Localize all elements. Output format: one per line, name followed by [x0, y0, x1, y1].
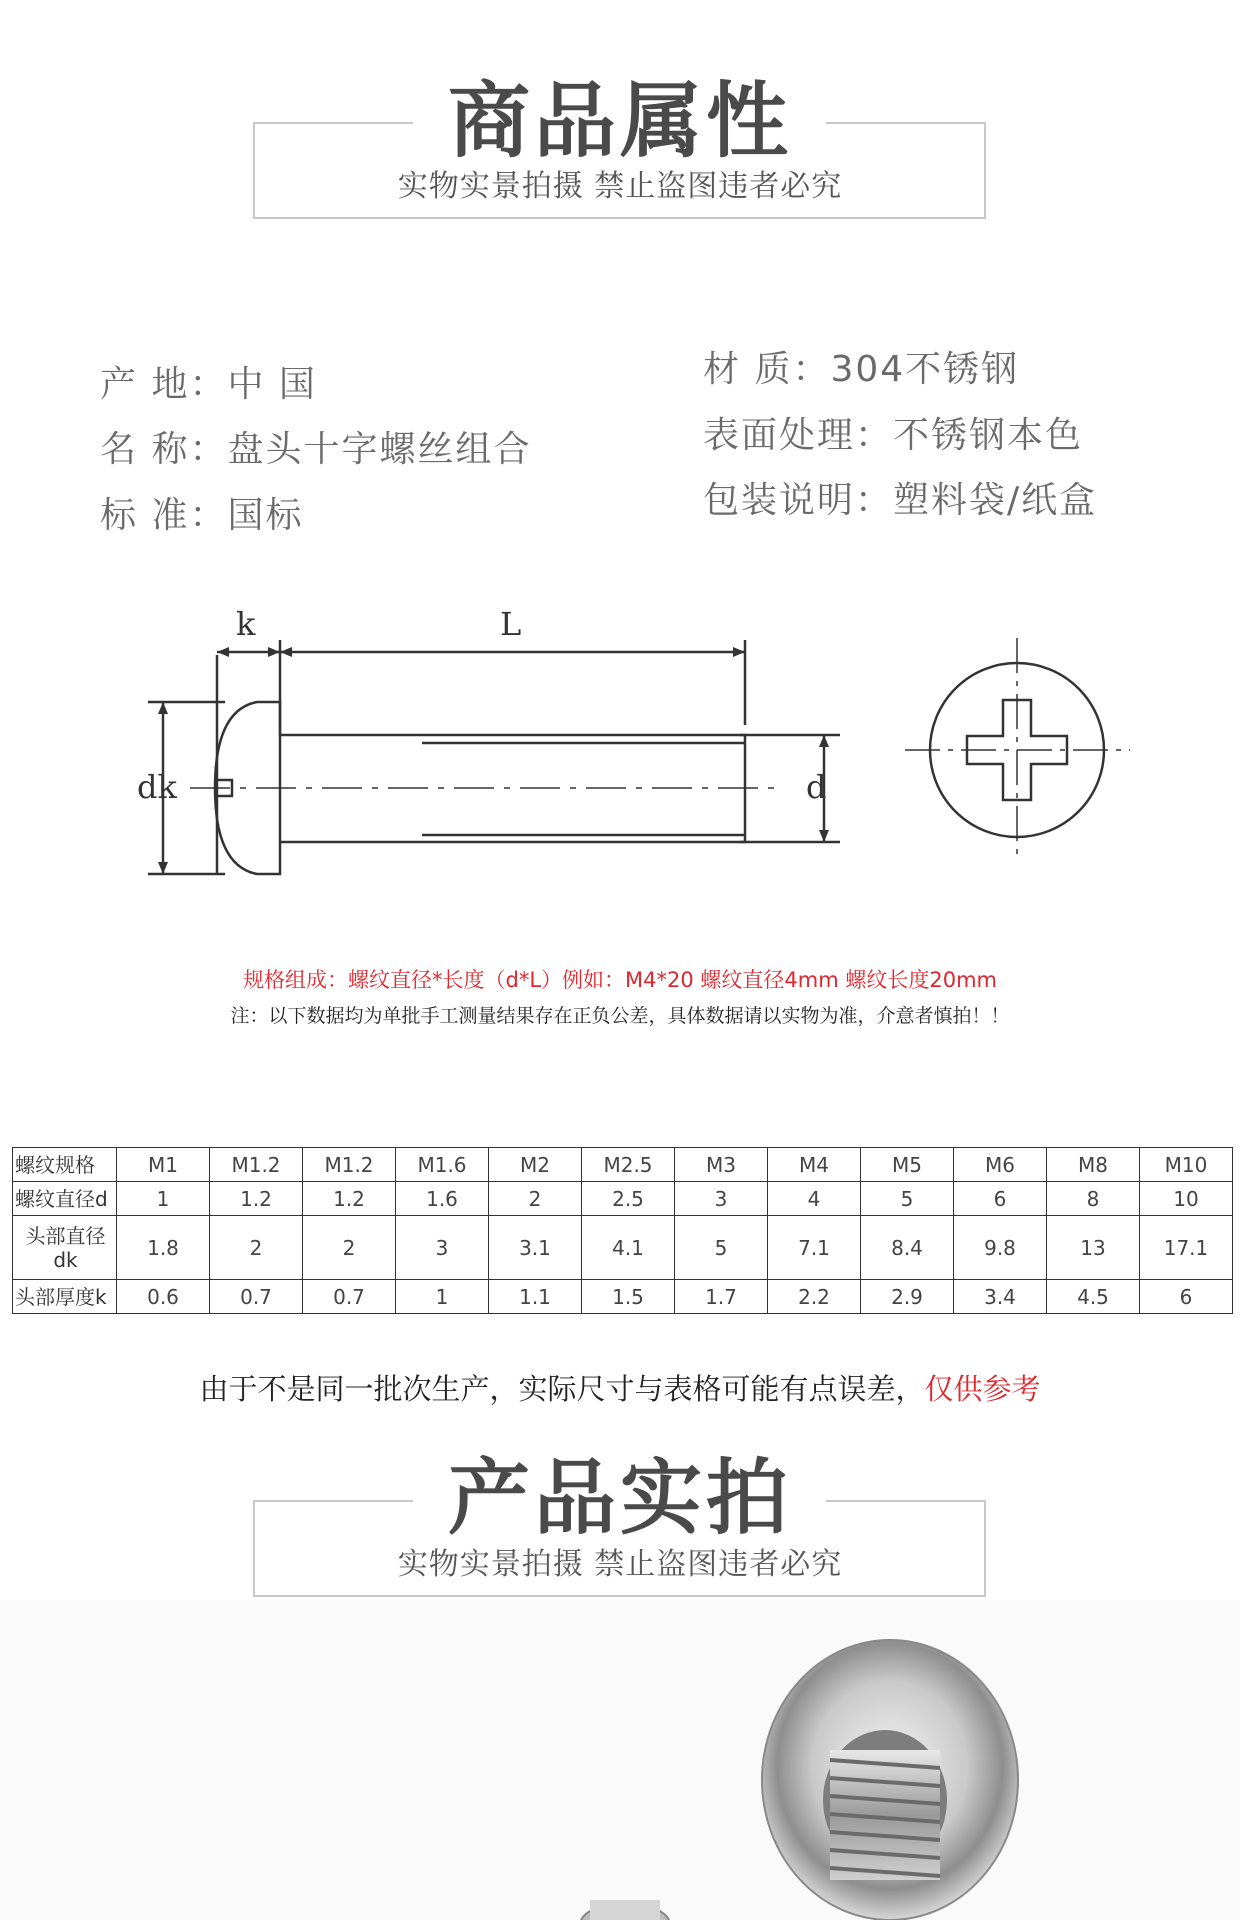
- table-cell: 5: [861, 1182, 954, 1216]
- attr-name: [100, 429, 532, 470]
- attr-value: 盘头十字螺丝组合: [227, 429, 532, 470]
- table-cell: M1.2: [303, 1148, 396, 1182]
- table-cell: M6: [954, 1148, 1047, 1182]
- table-cell: 5: [675, 1216, 768, 1280]
- section2-title: 产品实拍: [447, 1450, 792, 1546]
- attr-value: 304不锈钢: [830, 349, 1020, 390]
- attr-label: 包装说明：: [703, 480, 894, 521]
- table-cell: 4.1: [582, 1216, 675, 1280]
- table-cell: 2: [489, 1182, 582, 1216]
- table-cell: 17.1: [1140, 1216, 1233, 1280]
- table-cell: M8: [1047, 1148, 1140, 1182]
- row-header: 螺纹规格: [13, 1148, 117, 1182]
- table-cell: 2.5: [582, 1182, 675, 1216]
- table-cell: 1.1: [489, 1280, 582, 1314]
- attr-label: 标 准：: [100, 495, 228, 536]
- table-cell: 1.6: [396, 1182, 489, 1216]
- table-cell: 2.9: [861, 1280, 954, 1314]
- diagram-label-dk: dk: [137, 768, 177, 806]
- table-cell: 3.1: [489, 1216, 582, 1280]
- screw-dimension-diagram: [0, 600, 1240, 900]
- spec-format-note: 规格组成：螺纹直径*长度（d*L）例如：M4*20 螺纹直径4mm 螺纹长度20mm: [243, 968, 997, 992]
- disclaimer-text: 由于不是同一批次生产，实际尺寸与表格可能有点误差，: [199, 1372, 925, 1406]
- table-cell: M10: [1140, 1148, 1233, 1182]
- attr-origin: [100, 364, 317, 405]
- table-cell: 1.2: [303, 1182, 396, 1216]
- row-header: 头部直径dk: [13, 1216, 117, 1280]
- screw-photo-illustration: [0, 1600, 1240, 1920]
- attr-surface: [703, 415, 1084, 456]
- table-cell: M1.6: [396, 1148, 489, 1182]
- table-row: [13, 1182, 1233, 1216]
- table-cell: 8.4: [861, 1216, 954, 1280]
- diagram-label-L: L: [500, 605, 522, 643]
- attr-label: 材 质：: [703, 349, 831, 390]
- table-cell: 0.7: [210, 1280, 303, 1314]
- table-cell: 2.2: [768, 1280, 861, 1314]
- section1-subtitle: 实物实景拍摄 禁止盗图违者必究: [397, 169, 843, 204]
- table-cell: 3.4: [954, 1280, 1047, 1314]
- attr-standard: [100, 495, 304, 536]
- row-header: 头部厚度k: [13, 1280, 117, 1314]
- attr-label: 名 称：: [100, 429, 228, 470]
- table-cell: 6: [954, 1182, 1047, 1216]
- table-cell: M2: [489, 1148, 582, 1182]
- table-cell: 7.1: [768, 1216, 861, 1280]
- attr-material: [703, 349, 1020, 390]
- table-cell: 1.7: [675, 1280, 768, 1314]
- attr-value: 中 国: [227, 364, 317, 405]
- measurement-warning: 注：以下数据均为单批手工测量结果存在正负公差，具体数据请以实物为准，介意者慎拍！！: [230, 1005, 1010, 1027]
- table-cell: 1.5: [582, 1280, 675, 1314]
- table-cell: 4: [768, 1182, 861, 1216]
- attr-label: 表面处理：: [703, 415, 894, 456]
- table-cell: 8: [1047, 1182, 1140, 1216]
- disclaimer-highlight: 仅供参考: [924, 1372, 1041, 1406]
- table-cell: 2: [303, 1216, 396, 1280]
- table-row: [13, 1148, 1233, 1182]
- table-cell: 1: [396, 1280, 489, 1314]
- attr-value: 塑料袋/纸盒: [893, 480, 1098, 521]
- table-cell: 10: [1140, 1182, 1233, 1216]
- row-header: 螺纹直径d: [13, 1182, 117, 1216]
- section2-subtitle: 实物实景拍摄 禁止盗图违者必究: [397, 1547, 843, 1582]
- spec-table: [12, 1147, 1233, 1314]
- attr-packaging: [703, 480, 1098, 521]
- table-cell: M1.2: [210, 1148, 303, 1182]
- table-cell: 4.5: [1047, 1280, 1140, 1314]
- screw-head-top-view: [905, 638, 1130, 862]
- table-cell: 1.2: [210, 1182, 303, 1216]
- attr-label: 产 地：: [100, 364, 228, 405]
- table-cell: M5: [861, 1148, 954, 1182]
- table-cell: M2.5: [582, 1148, 675, 1182]
- table-cell: 3: [675, 1182, 768, 1216]
- table-cell: 1: [117, 1182, 210, 1216]
- size-disclaimer: [0, 1372, 1240, 1406]
- table-cell: 13: [1047, 1216, 1140, 1280]
- table-row: [13, 1216, 1233, 1280]
- product-photo: [0, 1600, 1240, 1920]
- table-cell: M1: [117, 1148, 210, 1182]
- table-cell: 2: [210, 1216, 303, 1280]
- table-cell: M3: [675, 1148, 768, 1182]
- diagram-label-k: k: [236, 605, 256, 643]
- table-row: [13, 1280, 1233, 1314]
- attr-value: 不锈钢本色: [893, 415, 1084, 456]
- section1-title: 商品属性: [447, 73, 792, 169]
- table-cell: M4: [768, 1148, 861, 1182]
- attr-value: 国标: [227, 495, 304, 536]
- table-cell: 3: [396, 1216, 489, 1280]
- table-cell: 0.7: [303, 1280, 396, 1314]
- table-cell: 9.8: [954, 1216, 1047, 1280]
- table-cell: 0.6: [117, 1280, 210, 1314]
- diagram-label-d: d: [806, 768, 827, 806]
- table-cell: 1.8: [117, 1216, 210, 1280]
- table-cell: 6: [1140, 1280, 1233, 1314]
